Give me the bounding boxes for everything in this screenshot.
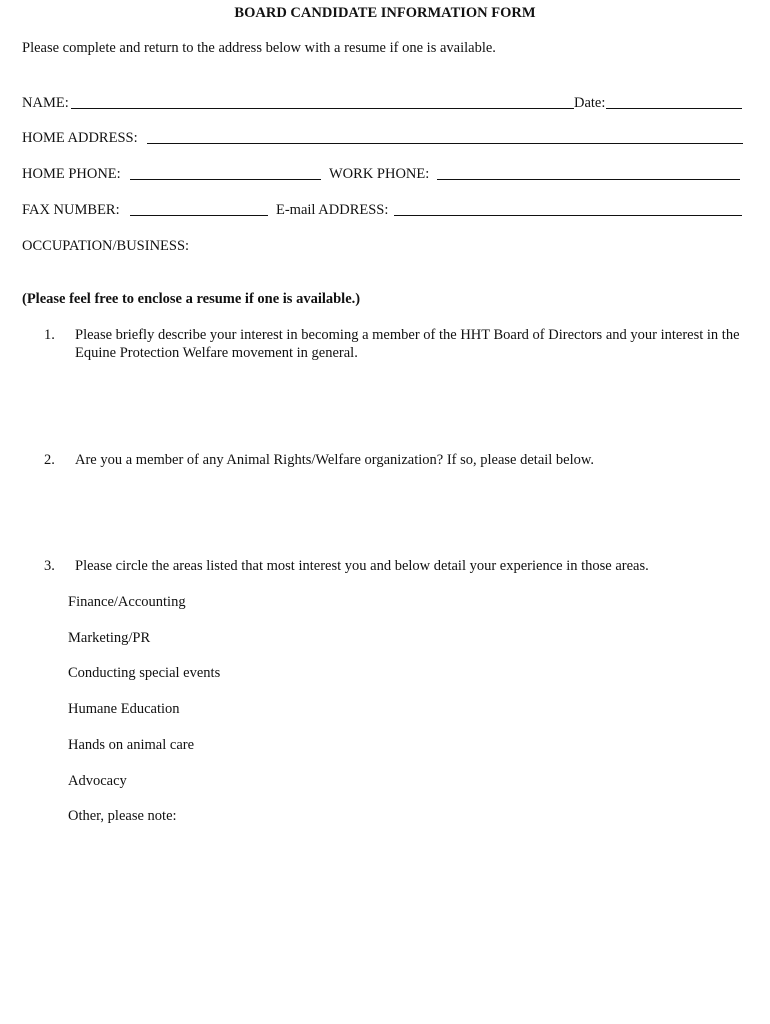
interest-advocacy[interactable]: Advocacy bbox=[68, 773, 127, 789]
interest-marketing-pr[interactable]: Marketing/PR bbox=[68, 630, 151, 646]
email-field[interactable] bbox=[394, 198, 742, 216]
fax-label: FAX NUMBER: bbox=[22, 202, 120, 218]
interest-finance-accounting[interactable]: Finance/Accounting bbox=[68, 594, 186, 610]
experience-answer[interactable] bbox=[68, 835, 740, 985]
occupation-field[interactable] bbox=[204, 234, 744, 252]
home-phone-field[interactable] bbox=[130, 162, 321, 180]
home-address-label: HOME ADDRESS: bbox=[22, 130, 138, 146]
form-title: BOARD CANDIDATE INFORMATION FORM bbox=[234, 5, 536, 21]
occupation-label: OCCUPATION/BUSINESS: bbox=[22, 238, 190, 254]
interest-special-events[interactable]: Conducting special events bbox=[68, 665, 221, 681]
name-field[interactable] bbox=[71, 91, 574, 109]
question-1-answer[interactable] bbox=[75, 372, 739, 442]
fax-field[interactable] bbox=[130, 198, 268, 216]
question-1-text: Please briefly describe your interest in becoming a member of the HHT Board of Directors and your interest in the Equine Protection Welfare movement in general. bbox=[75, 327, 740, 361]
question-2-answer[interactable] bbox=[75, 478, 739, 548]
interest-other[interactable]: Other, please note: bbox=[68, 808, 177, 824]
interest-animal-care[interactable]: Hands on animal care bbox=[68, 737, 195, 753]
email-label: E-mail ADDRESS: bbox=[276, 202, 389, 218]
question-2-text: Are you a member of any Animal Rights/Welfare organization? If so, please detail below. bbox=[75, 452, 595, 468]
form-instructions: Please complete and return to the address below with a resume if one is available. bbox=[22, 40, 496, 56]
home-phone-label: HOME PHONE: bbox=[22, 166, 121, 182]
name-label: NAME: bbox=[22, 95, 69, 111]
date-field[interactable] bbox=[606, 91, 742, 109]
work-phone-field[interactable] bbox=[437, 162, 740, 180]
interest-humane-education[interactable]: Humane Education bbox=[68, 701, 180, 717]
question-1-number: 1. bbox=[44, 327, 55, 343]
resume-note: (Please feel free to enclose a resume if one is available.) bbox=[22, 291, 361, 307]
question-2-number: 2. bbox=[44, 452, 55, 468]
question-3-number: 3. bbox=[44, 558, 55, 574]
work-phone-label: WORK PHONE: bbox=[329, 166, 430, 182]
date-label: Date: bbox=[574, 95, 606, 111]
home-address-field[interactable] bbox=[147, 126, 743, 144]
question-3-text: Please circle the areas listed that most interest you and below detail your experience in those areas. bbox=[75, 558, 649, 574]
